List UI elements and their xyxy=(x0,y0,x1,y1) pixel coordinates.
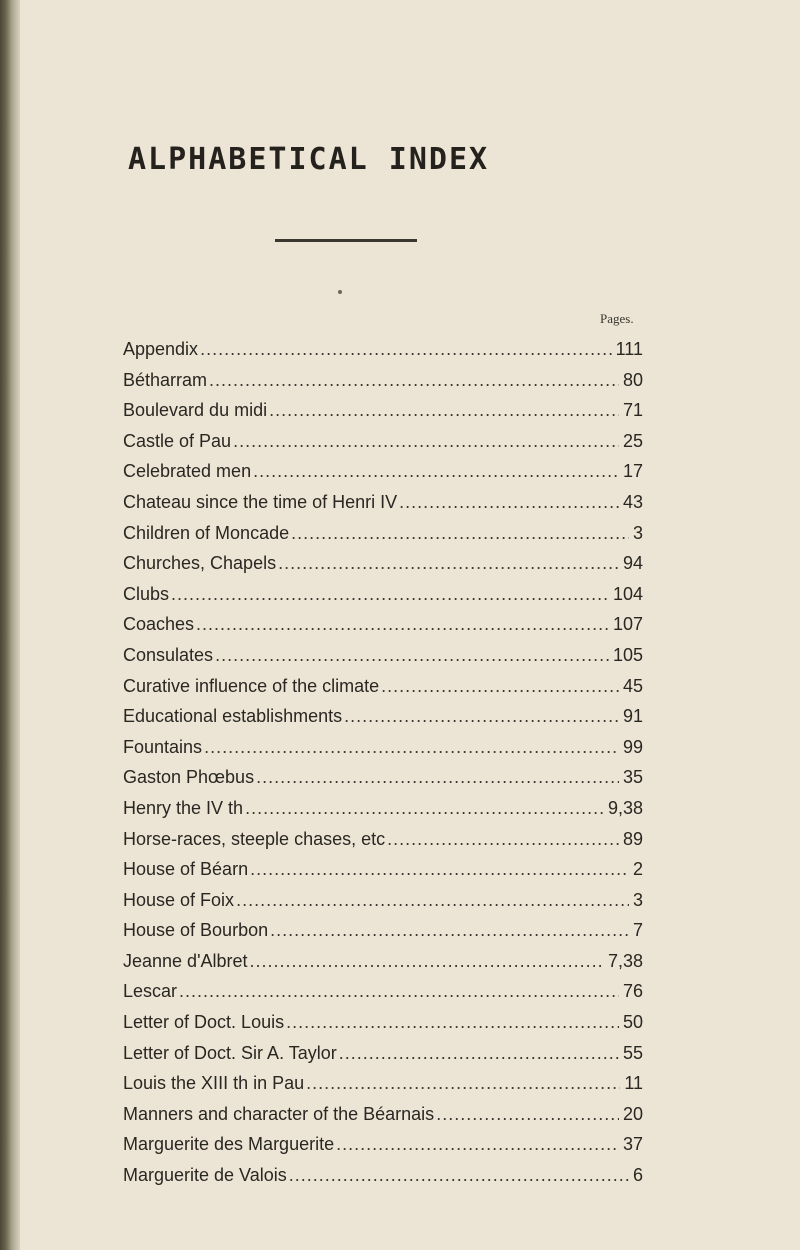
index-entry xyxy=(123,426,643,457)
index-entry xyxy=(123,334,643,365)
entry-label: Curative influence of the climate xyxy=(123,675,380,696)
index-entry xyxy=(123,701,643,732)
dot-leader xyxy=(245,793,604,824)
dot-leader xyxy=(387,824,619,855)
dot-leader xyxy=(196,609,609,640)
entry-label: Marguerite des Marguerite xyxy=(123,1134,335,1155)
entry-page-number: 2 xyxy=(632,859,643,880)
index-entry xyxy=(123,456,643,487)
title-divider xyxy=(275,239,417,242)
entry-page-number: 35 xyxy=(622,767,643,788)
index-entry xyxy=(123,1068,643,1099)
entry-label: Clubs xyxy=(123,583,170,604)
entry-page-number: 7 xyxy=(632,920,643,941)
dot-leader xyxy=(436,1099,619,1130)
dot-leader xyxy=(209,365,619,396)
index-entry xyxy=(123,793,643,824)
entry-page-number: 11 xyxy=(624,1073,643,1094)
entry-page-number: 55 xyxy=(622,1042,643,1063)
index-entry xyxy=(123,640,643,671)
index-entry xyxy=(123,518,643,549)
entry-label: Boulevard du midi xyxy=(123,400,268,421)
entry-page-number: 99 xyxy=(622,736,643,757)
entry-page-number: 43 xyxy=(622,491,643,512)
pages-column-header: Pages. xyxy=(600,311,634,326)
index-entry xyxy=(123,1038,643,1069)
entry-page-number: 89 xyxy=(622,828,643,849)
entry-page-number: 76 xyxy=(622,981,643,1002)
entry-page-number: 9,38 xyxy=(607,797,643,818)
dot-leader xyxy=(278,548,619,579)
entry-page-number: 71 xyxy=(622,400,643,421)
dot-leader xyxy=(399,487,619,518)
entry-page-number: 3 xyxy=(632,522,643,543)
index-entry xyxy=(123,915,643,946)
entry-page-number: 91 xyxy=(622,706,643,727)
index-entry xyxy=(123,762,643,793)
index-entry xyxy=(123,671,643,702)
entry-label: Horse-races, steeple chases, etc xyxy=(123,828,386,849)
page-title: ALPHABETICAL INDEX xyxy=(128,142,490,177)
dot-leader xyxy=(215,640,609,671)
entry-label: Children of Moncade xyxy=(123,522,290,543)
page-binding-edge xyxy=(0,0,20,1250)
entry-label: Marguerite de Valois xyxy=(123,1165,287,1186)
dot-leader xyxy=(270,915,629,946)
index-entry xyxy=(123,885,643,916)
entry-label: Churches, Chapels xyxy=(123,553,277,574)
entry-label: House of Béarn xyxy=(123,859,249,880)
entry-page-number: 17 xyxy=(622,461,643,482)
entry-label: Louis the XIII th in Pau xyxy=(123,1073,305,1094)
entry-label: Gaston Phœbus xyxy=(123,767,255,788)
entry-label: Jeanne d'Albret xyxy=(123,950,248,971)
entry-page-number: 94 xyxy=(622,553,643,574)
entry-label: Celebrated men xyxy=(123,461,252,482)
entry-label: Coaches xyxy=(123,614,195,635)
entry-label: Castle of Pau xyxy=(123,430,232,451)
dot-leader xyxy=(269,395,619,426)
index-entry xyxy=(123,548,643,579)
entry-page-number: 7,38 xyxy=(607,950,643,971)
index-entry xyxy=(123,1099,643,1130)
dot-leader xyxy=(171,579,609,610)
entry-label: Fountains xyxy=(123,736,203,757)
dot-leader xyxy=(289,1160,629,1191)
entry-label: Letter of Doct. Sir A. Taylor xyxy=(123,1042,337,1063)
entry-page-number: 6 xyxy=(632,1165,643,1186)
entry-page-number: 25 xyxy=(622,430,643,451)
index-list xyxy=(123,334,643,1191)
entry-page-number: 107 xyxy=(612,614,643,635)
index-entry xyxy=(123,365,643,396)
entry-label: Bétharram xyxy=(123,369,208,390)
dot-leader xyxy=(236,885,629,916)
index-entry xyxy=(123,946,643,977)
dot-leader xyxy=(291,518,629,549)
index-entry xyxy=(123,976,643,1007)
entry-label: Lescar xyxy=(123,981,178,1002)
dot-leader xyxy=(250,946,604,977)
entry-page-number: 37 xyxy=(622,1134,643,1155)
dot-leader xyxy=(286,1007,619,1038)
ornament-dot xyxy=(338,290,342,294)
dot-leader xyxy=(179,976,619,1007)
entry-label: Educational establishments xyxy=(123,706,343,727)
entry-page-number: 111 xyxy=(615,339,643,359)
index-entry xyxy=(123,609,643,640)
dot-leader xyxy=(250,854,629,885)
index-entry xyxy=(123,487,643,518)
dot-leader xyxy=(339,1038,619,1069)
index-entry xyxy=(123,395,643,426)
index-entry xyxy=(123,579,643,610)
dot-leader xyxy=(233,426,619,457)
entry-label: Appendix xyxy=(123,339,199,359)
index-entry xyxy=(123,1129,643,1160)
dot-leader xyxy=(253,456,619,487)
entry-label: Manners and character of the Béarnais xyxy=(123,1103,435,1124)
entry-page-number: 50 xyxy=(622,1012,643,1033)
entry-page-number: 80 xyxy=(622,369,643,390)
index-entry xyxy=(123,1007,643,1038)
entry-page-number: 105 xyxy=(612,644,643,665)
index-entry xyxy=(123,854,643,885)
index-entry xyxy=(123,824,643,855)
entry-page-number: 104 xyxy=(612,583,643,604)
dot-leader xyxy=(200,334,612,365)
entry-label: House of Foix xyxy=(123,889,235,910)
entry-page-number: 3 xyxy=(632,889,643,910)
dot-leader xyxy=(306,1068,620,1099)
entry-page-number: 45 xyxy=(622,675,643,696)
dot-leader xyxy=(344,701,619,732)
dot-leader xyxy=(204,732,619,763)
dot-leader xyxy=(256,762,619,793)
entry-page-number: 20 xyxy=(622,1103,643,1124)
dot-leader xyxy=(381,671,619,702)
index-entry xyxy=(123,1160,643,1191)
entry-label: Consulates xyxy=(123,644,214,665)
index-entry xyxy=(123,732,643,763)
entry-label: Letter of Doct. Louis xyxy=(123,1012,285,1033)
entry-label: Chateau since the time of Henri IV xyxy=(123,491,398,512)
entry-label: House of Bourbon xyxy=(123,920,269,941)
entry-label: Henry the IV th xyxy=(123,797,244,818)
dot-leader xyxy=(336,1129,619,1160)
